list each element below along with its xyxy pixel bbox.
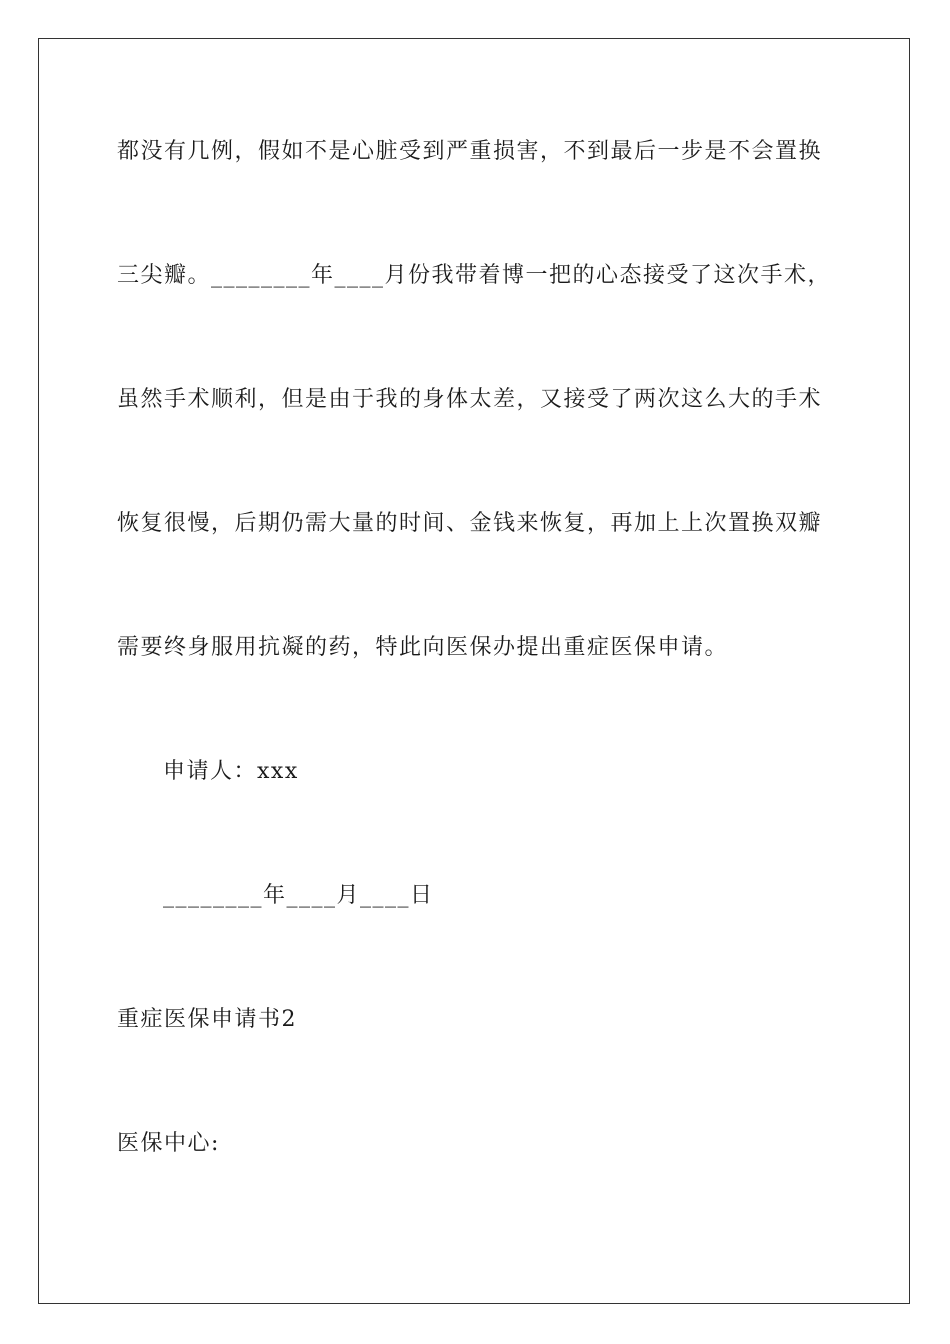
paragraph-line-5: 需要终身服用抗凝的药，特此向医保办提出重症医保申请。 [117,635,729,660]
paragraph-line-2: 三尖瓣。________年____月份我带着博一把的心态接受了这次手术， [117,263,832,288]
paragraph-line-1: 都没有几例，假如不是心脏受到严重损害，不到最后一步是不会置换 [117,139,823,164]
applicant-signature: 申请人：xxx [163,759,299,784]
salutation: 医保中心: [117,1131,220,1156]
section-title: 重症医保申请书2 [117,1007,297,1032]
paragraph-line-4: 恢复很慢，后期仍需大量的时间、金钱来恢复，再加上上次置换双瓣 [117,511,823,536]
paragraph-line-3: 虽然手术顺利，但是由于我的身体太差，又接受了两次这么大的手术 [117,387,823,412]
page-frame [38,38,910,1304]
date-line: ________年____月____日 [163,883,434,908]
